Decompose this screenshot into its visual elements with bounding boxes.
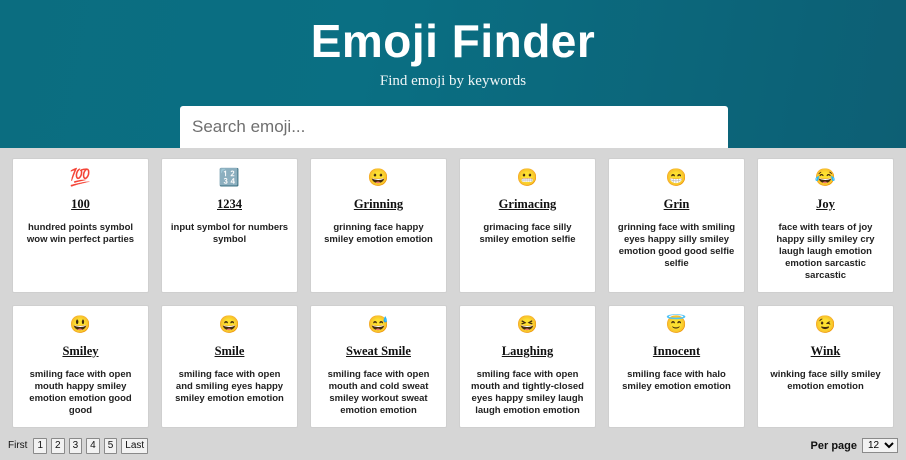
emoji-keywords: smiling face with open mouth and cold sweat smiley workout sweat emotion emotion: [327, 369, 430, 416]
emoji-glyph: 🔢: [218, 168, 241, 187]
emoji-name-link[interactable]: Wink: [810, 344, 841, 358]
emoji-glyph: 😄: [218, 315, 241, 334]
emoji-card[interactable]: [310, 158, 447, 293]
emoji-card[interactable]: [310, 305, 447, 428]
emoji-name-link[interactable]: Grin: [663, 197, 690, 211]
page-title: Emoji Finder: [310, 15, 596, 67]
emoji-name-link[interactable]: Sweat Smile: [346, 344, 411, 358]
page-footer: [0, 434, 906, 460]
pagination-page-5[interactable]: 5: [104, 438, 118, 454]
emoji-name-link[interactable]: Innocent: [652, 344, 701, 358]
emoji-name-link[interactable]: Laughing: [501, 344, 554, 358]
emoji-name-link[interactable]: Smile: [214, 344, 245, 358]
pagination-page-2[interactable]: 2: [51, 438, 65, 454]
emoji-glyph: 😆: [516, 315, 539, 334]
emoji-keywords: winking face silly smiley emotion emotion: [770, 369, 881, 392]
emoji-card[interactable]: [757, 158, 894, 293]
emoji-keywords: smiling face with halo smiley emotion emotion: [622, 369, 731, 392]
search-bar: [180, 106, 728, 148]
pagination-last-button[interactable]: Last: [121, 438, 148, 454]
emoji-glyph: 😃: [69, 315, 92, 334]
emoji-keywords: smiling face with open mouth and tightly-closed eyes happy smiley laugh laugh emotion emotion: [471, 369, 584, 416]
per-page-label: Per page: [810, 439, 857, 452]
emoji-name-link[interactable]: Smiley: [62, 344, 99, 358]
emoji-card[interactable]: [161, 158, 298, 293]
emoji-card[interactable]: [608, 305, 745, 428]
page-header: [0, 0, 906, 148]
emoji-keywords: input symbol for numbers symbol: [170, 222, 289, 245]
emoji-name-link[interactable]: Joy: [816, 197, 835, 211]
emoji-card[interactable]: [161, 305, 298, 428]
per-page-select[interactable]: [862, 438, 898, 453]
emoji-glyph: 😁: [665, 168, 688, 187]
emoji-name-link[interactable]: 1234: [217, 197, 242, 211]
emoji-glyph: 😂: [814, 168, 837, 187]
emoji-glyph: 😉: [814, 315, 837, 334]
emoji-card[interactable]: [12, 158, 149, 293]
emoji-glyph: 😇: [665, 315, 688, 334]
emoji-card[interactable]: [459, 158, 596, 293]
emoji-keywords: grinning face happy smiley emotion emotion: [324, 222, 433, 245]
emoji-card[interactable]: [757, 305, 894, 428]
pagination: [8, 438, 148, 454]
emoji-glyph: 😅: [367, 315, 390, 334]
results-area: [0, 148, 906, 434]
emoji-keywords: smiling face with open and smiling eyes happy smiley emotion emotion: [175, 369, 284, 404]
emoji-glyph: 😀: [367, 168, 390, 187]
emoji-keywords: face with tears of joy happy silly smiley cry laugh laugh emotion emotion sarcastic sarcastic: [776, 222, 875, 281]
emoji-name-link[interactable]: Grinning: [353, 197, 404, 211]
emoji-name-link[interactable]: 100: [71, 197, 90, 211]
emoji-name-link[interactable]: Grimacing: [498, 197, 557, 211]
pagination-page-3[interactable]: 3: [69, 438, 83, 454]
emoji-card[interactable]: [12, 305, 149, 428]
emoji-keywords: smiling face with open mouth happy smiley emotion emotion good good: [29, 369, 132, 416]
emoji-card[interactable]: [608, 158, 745, 293]
emoji-keywords: hundred points symbol wow win perfect parties: [26, 222, 135, 245]
pagination-page-4[interactable]: 4: [86, 438, 100, 454]
pagination-page-1[interactable]: 1: [33, 438, 47, 454]
emoji-glyph: 😬: [516, 168, 539, 187]
emoji-glyph: 💯: [69, 168, 92, 187]
pagination-first-label[interactable]: First: [8, 440, 28, 451]
emoji-keywords: grimacing face silly smiley emotion selfie: [479, 222, 576, 245]
emoji-keywords: grinning face with smiling eyes happy silly smiley emotion good good selfie selfie: [617, 222, 736, 269]
emoji-grid: [12, 158, 894, 428]
search-input[interactable]: [180, 106, 728, 148]
emoji-card[interactable]: [459, 305, 596, 428]
page-subtitle: Find emoji by keywords: [379, 73, 527, 89]
per-page-control: [811, 438, 898, 453]
